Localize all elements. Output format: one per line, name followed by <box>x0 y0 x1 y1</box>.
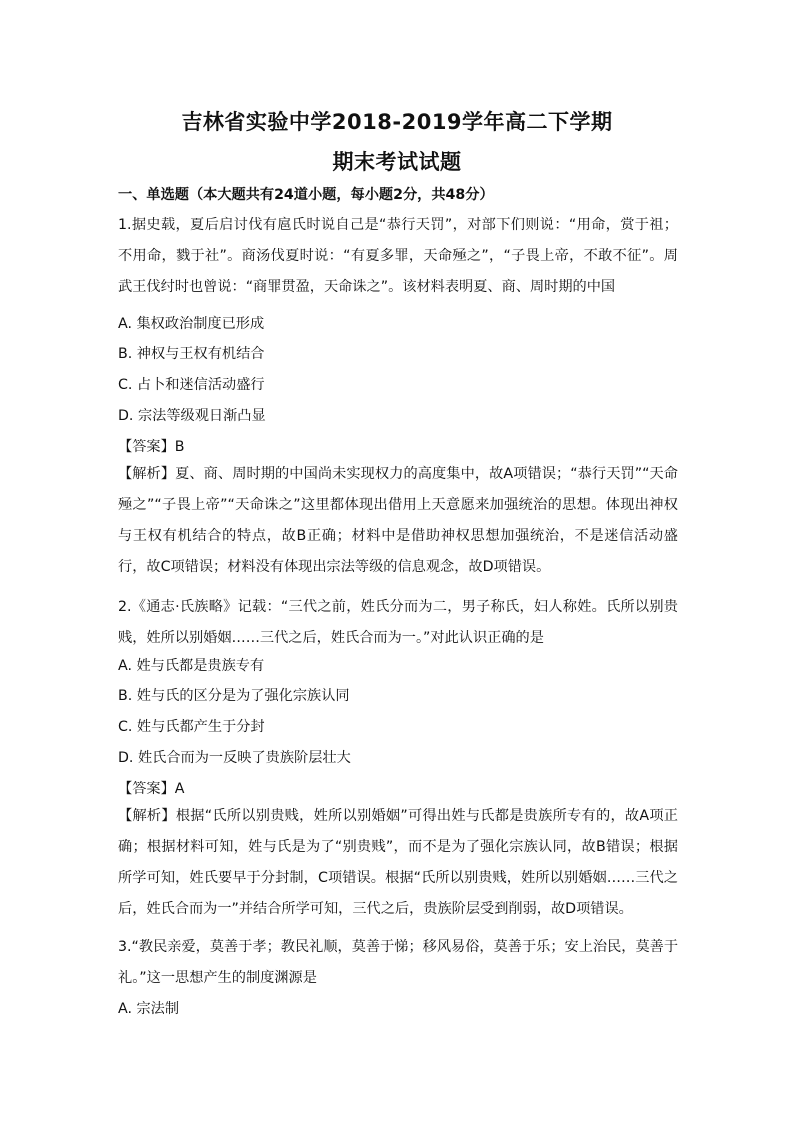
question-2-analysis: 【解析】根据“氏所以别贵贱，姓所以别婚姻”可得出姓与氏都是贵族所专有的，故A项正确；根据材料可知，姓与氏是为了“别贵贱”，而不是为了强化宗族认同，故B错误；根据所学可知，姓氏要早于分封制，C项错误。根据“氏所以别贵贱，姓所以别婚姻……三代之后，姓氏合而为一”并结合所学可知，三代之后，贵族阶层受到削弱，故D项错误。 <box>118 808 678 917</box>
question-1-option-c: C. 占卜和迷信活动盛行 <box>118 377 265 393</box>
document-title: 吉林省实验中学2018-2019学年高二下学期 <box>181 110 613 134</box>
section-heading: 一、单选题（本大题共有24道小题，每小题2分，共48分） <box>118 187 494 203</box>
question-2-answer: 【答案】A <box>118 781 185 797</box>
question-1-option-a: A. 集权政治制度已形成 <box>118 316 265 332</box>
question-1-analysis: 【解析】夏、商、周时期的中国尚未实现权力的高度集中，故A项错误；“恭行天罚”“天命殛之”“子畏上帝”“天命诛之”这里都体现出借用上天意愿来加强统治的思想。体现出神权与王权有机结合的特点，故B正确；材料中是借助神权思想加强统治，不是迷信活动盛行，故C项错误；材料没有体现出宗法等级的信息观念，故D项错误。 <box>118 466 678 575</box>
question-1-stem: 1.据史载，夏后启讨伐有扈氏时说自己是“恭行天罚”，对部下们则说：“用命，赏于祖；不用命，戮于社”。商汤伐夏时说：“有夏多罪，天命殛之”，“子畏上帝，不敢不征”。周武王伐纣时也曾说：“商罪贯盈，天命诛之”。该材料表明夏、商、周时期的中国 <box>118 217 678 295</box>
document-subtitle: 期末考试试题 <box>332 150 462 174</box>
question-2-stem: 2.《通志·氏族略》记载：“三代之前，姓氏分而为二，男子称氏，妇人称姓。氏所以别贵贱，姓所以别婚姻……三代之后，姓氏合而为一。”对此认识正确的是 <box>118 599 678 646</box>
question-1-answer: 【答案】B <box>118 439 185 455</box>
question-1-option-b: B. 神权与王权有机结合 <box>118 346 265 362</box>
question-2-option-a: A. 姓与氏都是贵族专有 <box>118 658 265 674</box>
question-2-option-b: B. 姓与氏的区分是为了强化宗族认同 <box>118 688 350 704</box>
question-3-stem: 3.“教民亲爱，莫善于孝；教民礼顺，莫善于悌；移风易俗，莫善于乐；安上治民，莫善于礼。”这一思想产生的制度渊源是 <box>118 939 679 986</box>
question-3-option-a: A. 宗法制 <box>118 1001 180 1017</box>
question-1-option-d: D. 宗法等级观日渐凸显 <box>118 408 266 424</box>
question-2-option-d: D. 姓氏合而为一反映了贵族阶层壮大 <box>118 750 351 766</box>
question-2-option-c: C. 姓与氏都产生于分封 <box>118 719 265 735</box>
